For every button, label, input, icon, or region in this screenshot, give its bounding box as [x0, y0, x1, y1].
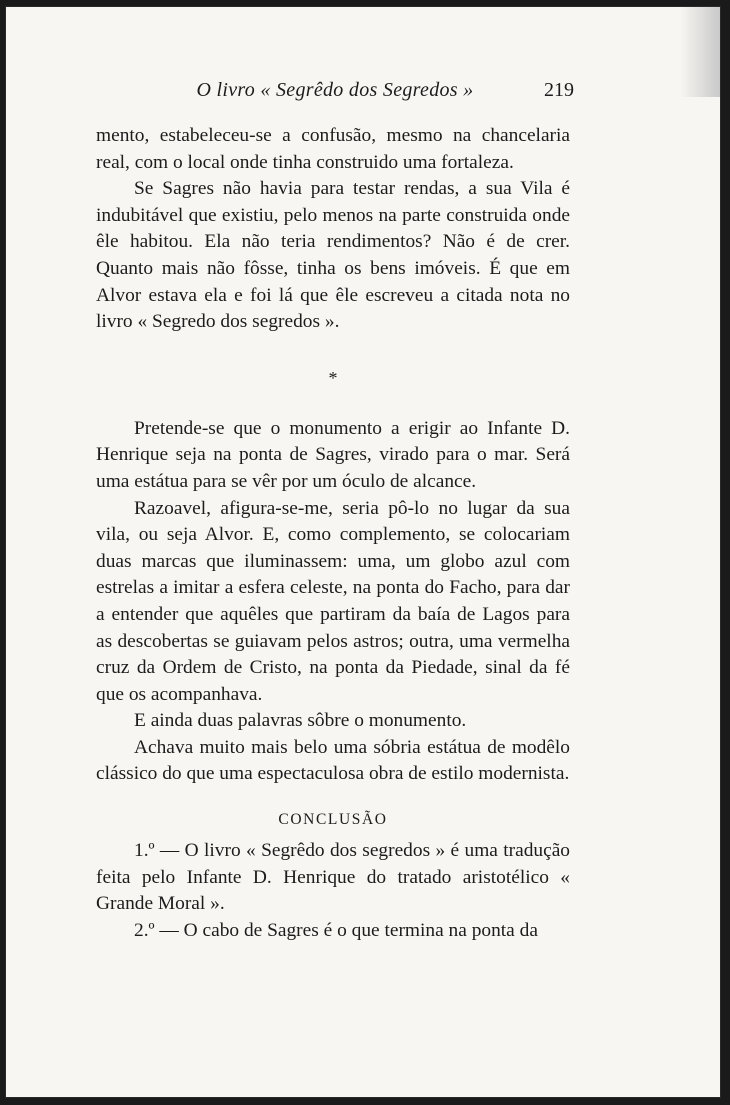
page-number: 219: [544, 79, 574, 101]
section-separator: *: [328, 367, 338, 388]
body-text: [96, 123, 570, 944]
page-header: [96, 79, 574, 107]
book-page: [5, 6, 721, 1098]
paragraph-estatua: Achava muito mais belo uma sóbria estátua de modêlo clássico do que uma espectaculosa obra de estilo modernista.: [96, 736, 570, 785]
section-heading: CONCLUSÃO: [278, 811, 388, 829]
paragraph-alvor: Razoavel, afigura-se-me, seria pô-lo no lugar da sua vila, ou seja Alvor. E, como complemento, se colocariam duas marcas que iluminassem: uma, um globo azul com estrelas a imitar a esfera celeste, na ponta do Facho, para dar a entender que aquêles que partiram da baía de Lagos para as descobertas se guiavam pelos astros; outra, uma vermelha cruz da Ordem de Cristo, na ponta da Piedade, sinal da fé que os acompanhava.: [96, 497, 570, 705]
page-edge-shadow: [680, 7, 720, 97]
paragraph-continuation: mento, estabeleceu-se a confusão, mesmo na chancelaria real, com o local onde tinha construido uma fortaleza.: [96, 125, 570, 173]
paragraph-sagres-vila: Se Sagres não havia para testar rendas, a sua Vila é indubitável que existiu, pelo menos na parte construida onde êle habitou. Ela não teria rendimentos? Não é de crer. Quanto mais não fôsse, tinha os bens imóveis. É que em Alvor estava ela e foi lá que êle escreveu a citada nota no livro « Segredo dos segredos ».: [96, 178, 570, 333]
paragraph-monumento: Pretende-se que o monumento a erigir ao Infante D. Henrique seja na ponta de Sagres, virado para o mar. Será uma estátua para se vêr por um óculo de alcance.: [96, 417, 570, 492]
conclusion-item-1: 1.º — O livro « Segrêdo dos segredos » é uma tradução feita pelo Infante D. Henrique do tratado aristotélico « Grande Moral ».: [96, 840, 570, 915]
paragraph-duas-palavras: E ainda duas palavras sôbre o monumento.: [134, 710, 467, 732]
conclusion-item-2: 2.º — O cabo de Sagres é o que termina na ponta da: [134, 919, 538, 941]
running-title: O livro « Segrêdo dos Segredos »: [196, 79, 474, 101]
